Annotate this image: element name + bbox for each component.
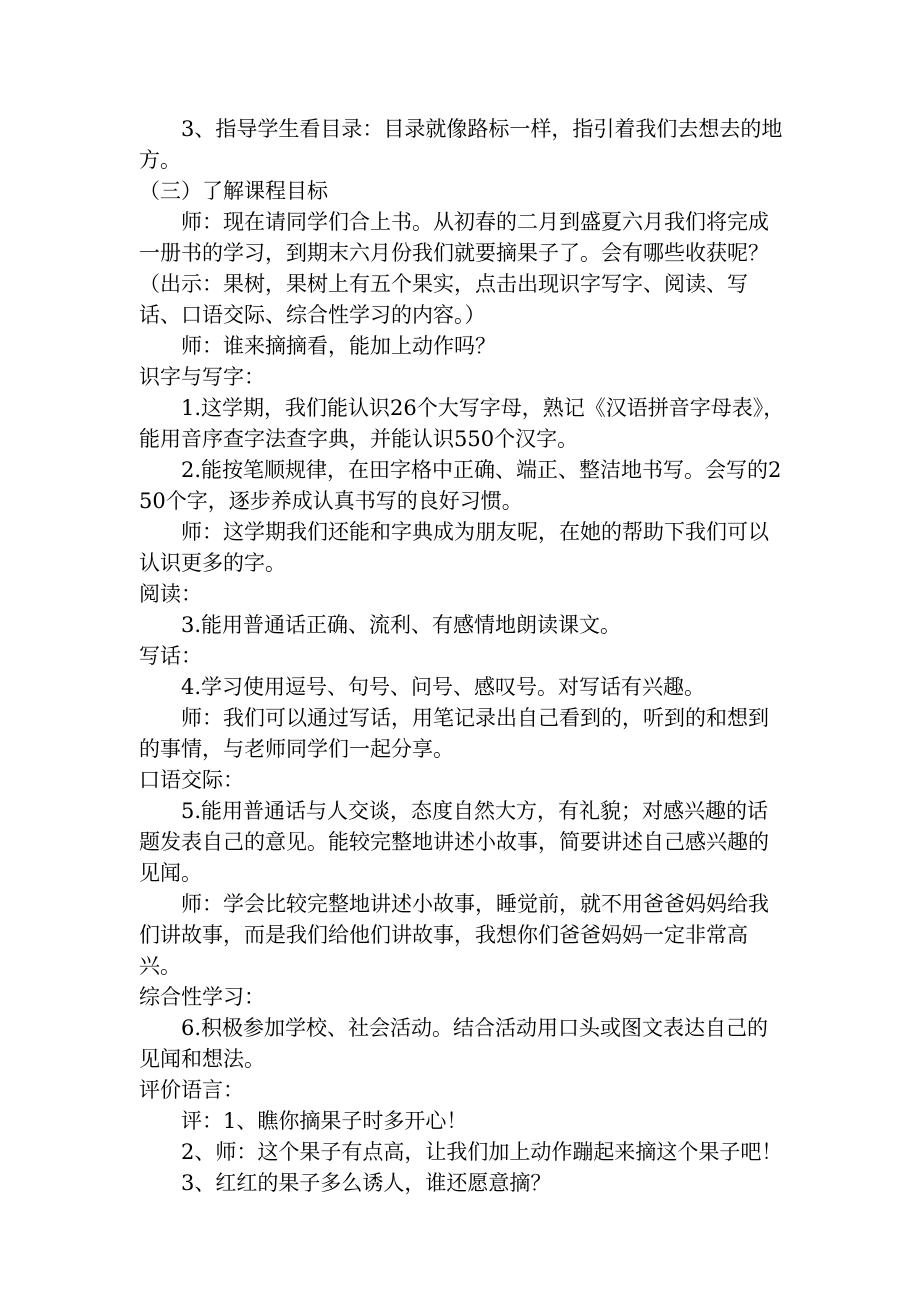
paragraph-eval-1: 评：1、瞧你摘果子时多开心！	[181, 1109, 468, 1133]
paragraph-teacher-writing: 师：我们可以通过写话，用笔记录出自己看到的，听到的和想到的事情，与老师同学们一起分享。	[139, 706, 769, 761]
heading-writing: 写话：	[139, 644, 202, 668]
document-body	[139, 114, 787, 1199]
paragraph-teacher-story: 师：学会比较完整地讲述小故事，睡觉前，就不用爸爸妈妈给我们讲故事，而是我们给他们讲故事，我想你们爸爸妈妈一定非常高兴。	[139, 892, 769, 978]
heading-comprehensive: 综合性学习：	[139, 985, 265, 1009]
heading-evaluation: 评价语言：	[139, 1078, 244, 1102]
paragraph-eval-2: 2、师：这个果子有点高，让我们加上动作蹦起来摘这个果子吧！	[181, 1140, 783, 1164]
heading-literacy: 识字与写字：	[139, 365, 265, 389]
section-heading-course-goals: （三）了解课程目标	[139, 179, 328, 203]
paragraph-goal-6: 6.积极参加学校、社会活动。结合活动用口头或图文表达自己的见闻和想法。	[139, 1016, 769, 1071]
paragraph-teacher-pick: 师：谁来摘摘看，能加上动作吗？	[181, 334, 496, 358]
paragraph-goal-3: 3.能用普通话正确、流利、有感情地朗读课文。	[181, 613, 622, 637]
paragraph-goal-4: 4.学习使用逗号、句号、问号、感叹号。对写话有兴趣。	[181, 675, 706, 699]
paragraph-teacher-dictionary: 师：这学期我们还能和字典成为朋友呢，在她的帮助下我们可以认识更多的字。	[139, 520, 769, 575]
paragraph-teacher-close-book: 师：现在请同学们合上书。从初春的二月到盛夏六月我们将完成一册书的学习，到期末六月份我们就要摘果子了。会有哪些收获呢？（出示：果树，果树上有五个果实，点击出现识字写字、阅读、写话、口语交际、综合性学习的内容。）	[139, 210, 769, 327]
heading-oral: 口语交际：	[139, 768, 244, 792]
paragraph-guide-catalog: 3、指导学生看目录：目录就像路标一样，指引着我们去想去的地方。	[139, 117, 783, 172]
paragraph-goal-2: 2.能按笔顺规律，在田字格中正确、端正、整洁地书写。会写的250个字，逐步养成认真书写的良好习惯。	[139, 458, 782, 513]
paragraph-goal-5: 5.能用普通话与人交谈，态度自然大方，有礼貌；对感兴趣的话题发表自己的意见。能较完整地讲述小故事，简要讲述自己感兴趣的见闻。	[139, 799, 769, 885]
paragraph-eval-3: 3、红红的果子多么诱人，谁还愿意摘？	[181, 1171, 552, 1195]
paragraph-goal-1: 1.这学期，我们能认识26个大写字母，熟记《汉语拼音字母表》，能用音序查字法查字典，并能认识550个汉字。	[139, 396, 785, 451]
heading-reading: 阅读：	[139, 582, 202, 606]
